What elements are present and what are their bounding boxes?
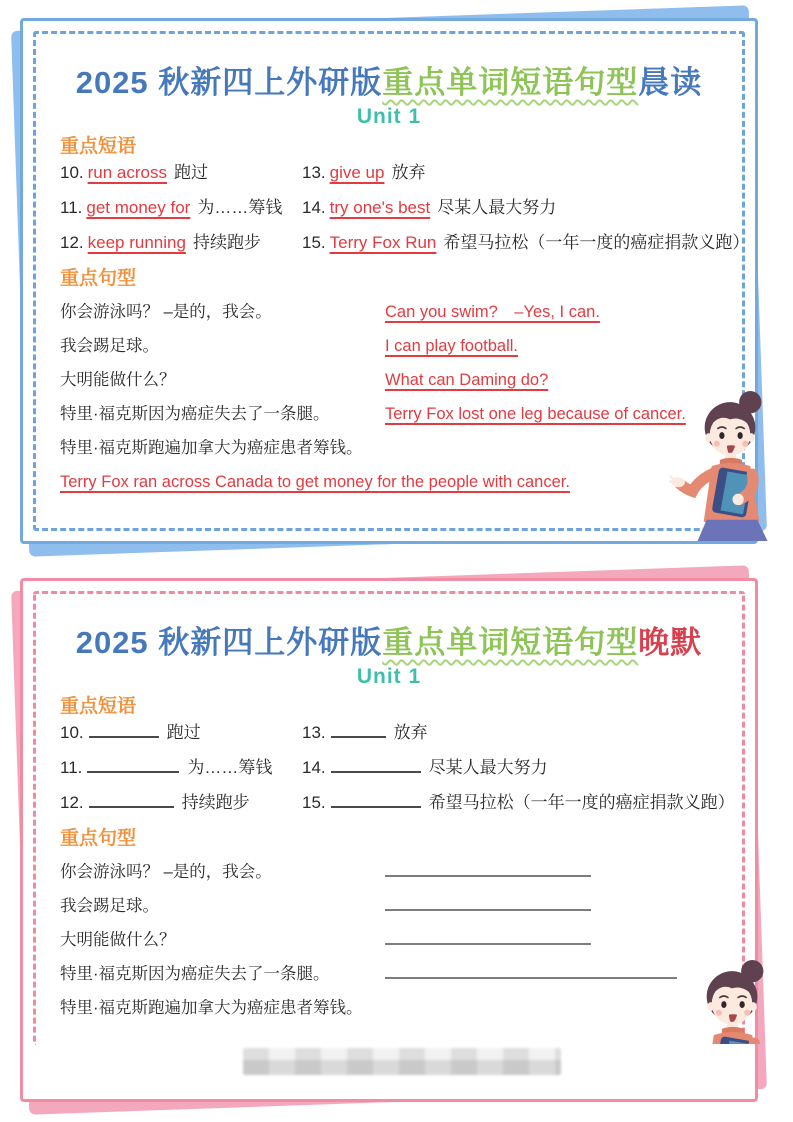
morning-title-prefix: 2025 秋新四上外研版	[75, 65, 383, 100]
morning-phrase-list	[60, 155, 750, 260]
phrase-item	[60, 785, 302, 820]
phrase-chinese: 跑过	[166, 723, 201, 742]
evening-phrase-list	[60, 715, 735, 820]
phrase-item	[302, 715, 735, 750]
phrase-english: Terry Fox Run	[329, 233, 437, 252]
blank-line	[331, 758, 421, 773]
answer-line	[385, 963, 677, 979]
phrase-chinese: 为……筹钱	[187, 758, 273, 777]
phrase-item	[302, 785, 735, 820]
sentence-english: What can Daming do?	[385, 371, 549, 389]
sentence-chinese: 特里·福克斯因为癌症失去了一条腿。	[60, 965, 330, 983]
blank-line	[89, 723, 159, 738]
phrase-number: 15.	[302, 793, 326, 812]
sentence-chinese: 你会游泳吗？ –是的，我会。	[60, 303, 272, 321]
phrase-number: 12.	[60, 233, 84, 252]
sentence-chinese: 我会踢足球。	[60, 337, 159, 355]
phrase-chinese: 希望马拉松（一年一度的癌症捐款义跑）	[443, 233, 750, 252]
blank-line	[87, 758, 179, 773]
phrase-chinese: 尽某人最大努力	[437, 198, 557, 217]
phrase-item	[302, 750, 735, 785]
morning-sentences-header: 重点句型	[60, 268, 137, 289]
sentence-chinese: 大明能做什么？	[60, 371, 176, 389]
phrase-number: 10.	[60, 163, 84, 182]
answer-line	[385, 895, 591, 911]
teacher-illustration	[669, 389, 791, 541]
phrase-item	[60, 190, 302, 225]
phrase-item	[302, 190, 749, 225]
evening-phrases-header: 重点短语	[60, 696, 137, 717]
sentence-english: Terry Fox ran across Canada to get money for the people with cancer.	[60, 473, 570, 491]
phrase-chinese: 跑过	[174, 163, 209, 182]
teacher-illustration-cropped	[671, 958, 793, 1044]
morning-panel	[20, 18, 758, 544]
blank-line	[89, 793, 174, 808]
sentence-chinese: 特里·福克斯跑遍加拿大为癌症患者筹钱。	[60, 439, 363, 457]
morning-sentence-list	[60, 295, 731, 499]
phrase-number: 15.	[302, 233, 326, 252]
phrase-chinese: 持续跑步	[181, 793, 250, 812]
sentence-english: Can you swim? –Yes, I can.	[385, 303, 600, 321]
phrase-item	[60, 155, 302, 190]
phrase-chinese: 放弃	[393, 723, 428, 742]
phrase-number: 14.	[302, 198, 326, 217]
phrase-number: 11.	[60, 758, 83, 777]
sentence-english: Terry Fox lost one leg because of cancer.	[385, 405, 686, 423]
evening-title-prefix: 2025 秋新四上外研版	[75, 625, 383, 660]
phrase-item	[60, 750, 302, 785]
watermark-blur	[243, 1048, 561, 1075]
sentence-chinese: 你会游泳吗？ –是的，我会。	[60, 863, 272, 881]
morning-title-highlight: 重点单词短语句型	[382, 65, 639, 100]
sentence-chinese: 大明能做什么？	[60, 931, 176, 949]
phrase-english: keep running	[87, 233, 186, 252]
evening-title	[23, 617, 755, 662]
phrase-number: 12.	[60, 793, 84, 812]
evening-title-suffix: 晚默	[638, 625, 703, 660]
phrase-number: 10.	[60, 723, 84, 742]
evening-unit-label: Unit 1	[356, 665, 422, 688]
morning-phrases-header: 重点短语	[60, 136, 137, 157]
evening-sentence-list	[60, 855, 731, 1025]
phrase-chinese: 希望马拉松（一年一度的癌症捐款义跑）	[428, 793, 735, 812]
phrase-number: 13.	[302, 723, 326, 742]
phrase-chinese: 持续跑步	[192, 233, 261, 252]
phrase-number: 14.	[302, 758, 326, 777]
evening-panel	[20, 578, 758, 1102]
teacher-icon	[671, 958, 793, 1044]
phrase-english: run across	[87, 163, 168, 182]
phrase-number: 11.	[60, 198, 83, 217]
phrase-number: 13.	[302, 163, 326, 182]
blank-line	[331, 793, 421, 808]
phrase-english: get money for	[86, 198, 191, 217]
sentence-english: I can play football.	[385, 337, 518, 355]
phrase-item	[60, 715, 302, 750]
phrase-chinese: 为……筹钱	[197, 198, 283, 217]
phrase-chinese: 尽某人最大努力	[428, 758, 548, 777]
sentence-chinese: 特里·福克斯因为癌症失去了一条腿。	[60, 405, 330, 423]
phrase-english: try one's best	[329, 198, 431, 217]
phrase-chinese: 放弃	[391, 163, 426, 182]
sentence-chinese: 特里·福克斯跑遍加拿大为癌症患者筹钱。	[60, 999, 363, 1017]
morning-unit-label: Unit 1	[356, 105, 422, 128]
phrase-item	[302, 225, 749, 260]
phrase-item	[302, 155, 749, 190]
morning-title	[23, 57, 755, 102]
blank-line	[331, 723, 386, 738]
teacher-icon	[669, 389, 791, 541]
phrase-item	[60, 225, 302, 260]
evening-title-highlight: 重点单词短语句型	[382, 625, 639, 660]
morning-title-suffix: 晨读	[638, 65, 703, 100]
answer-line	[385, 929, 591, 945]
phrase-english: give up	[329, 163, 385, 182]
evening-sentences-header: 重点句型	[60, 828, 137, 849]
sentence-chinese: 我会踢足球。	[60, 897, 159, 915]
answer-line	[385, 861, 591, 877]
